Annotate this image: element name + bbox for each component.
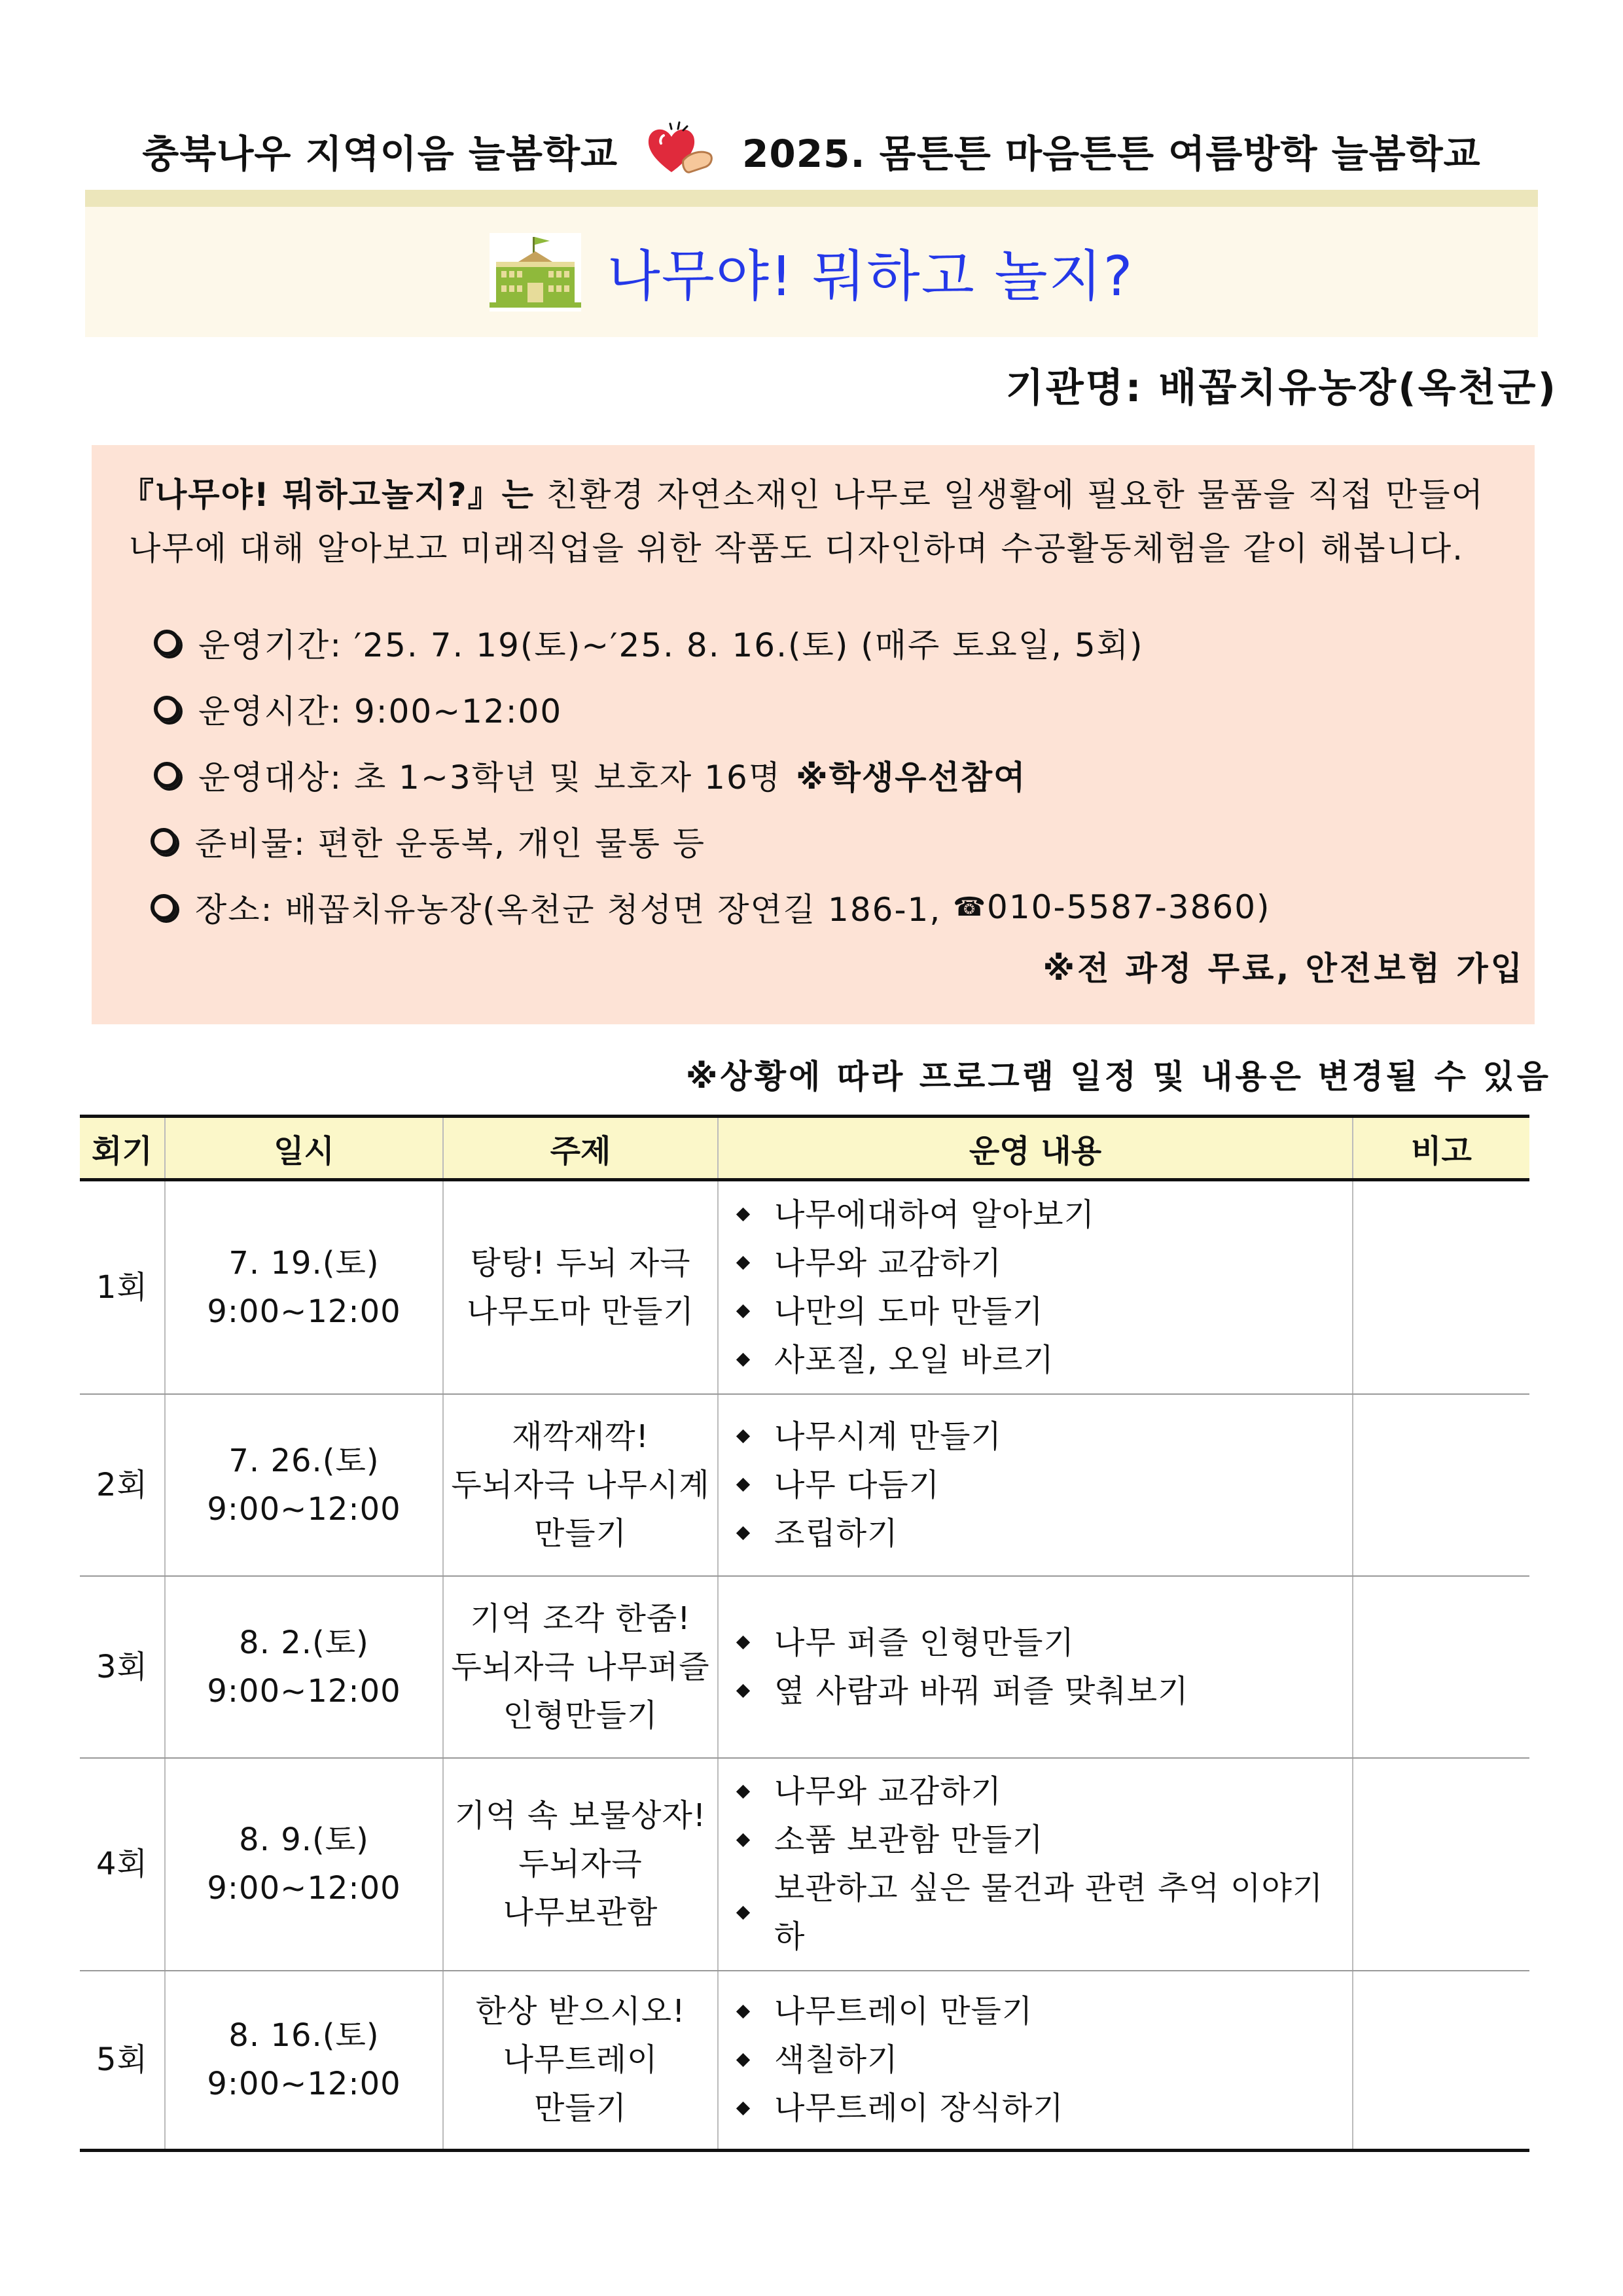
session-content: [718, 1180, 1353, 1394]
diamond-bullet-icon: [736, 1429, 750, 1443]
circle-bullet-icon: [151, 894, 177, 920]
content-text: 색칠하기: [774, 2041, 899, 2079]
heart-hand-icon: [644, 121, 716, 180]
header-session: 회기: [80, 1117, 165, 1180]
time-text: 9:00~12:00: [207, 1672, 401, 1710]
intro-text: [121, 468, 1508, 575]
content-item: [733, 1191, 1351, 1239]
session-content: [718, 1576, 1353, 1758]
topic-line: 만들기: [533, 2090, 628, 2127]
date-text: 8. 2.(토): [239, 1624, 369, 1661]
session-topic: [443, 1394, 718, 1576]
phone-icon: ☎: [953, 891, 988, 922]
diamond-bullet-icon: [736, 1905, 750, 1919]
content-item: [733, 1864, 1351, 1961]
header-topic: 주제: [443, 1117, 718, 1180]
session-topic: [443, 1758, 718, 1971]
time-text: 9:00~12:00: [207, 2066, 401, 2103]
content-text: 나만의 도마 만들기: [774, 1293, 1044, 1330]
change-note: ※상황에 따라 프로그램 일정 및 내용은 변경될 수 있음: [685, 1058, 1551, 1096]
content-item: [733, 1239, 1351, 1287]
free-note: ※전 과정 무료, 안전보험 가입: [1043, 950, 1525, 988]
phone-number: 010-5587-3860): [987, 888, 1271, 926]
topic-line: 탕탕! 두뇌 자극: [470, 1244, 691, 1282]
topic-line: 나무트레이: [503, 2041, 658, 2079]
content-text: 나무 퍼즐 인형만들기: [774, 1624, 1075, 1661]
diamond-bullet-icon: [736, 2102, 750, 2115]
page-header: [0, 115, 1623, 187]
time-text: 9:00~12:00: [207, 1870, 401, 1907]
session-number: 2회: [80, 1394, 165, 1576]
content-text: 조립하기: [774, 1515, 899, 1552]
session-date: [165, 1576, 443, 1758]
circle-bullet-icon: [151, 828, 177, 854]
content-item: [733, 1816, 1351, 1864]
detail-supplies: [121, 808, 1508, 874]
session-number: 1회: [80, 1180, 165, 1394]
session-number: 4회: [80, 1758, 165, 1971]
topic-line: 나무보관함: [503, 1894, 658, 1931]
session-date: [165, 1180, 443, 1394]
diamond-bullet-icon: [736, 1526, 750, 1540]
date-text: 8. 9.(토): [239, 1821, 369, 1858]
topic-line: 두뇌자극 나무시계: [451, 1466, 710, 1503]
intro-program-name: 『나무야! 뭐하고놀지?』는: [121, 476, 535, 514]
target-note: ※학생우선참여: [796, 758, 1027, 797]
detail-list: [121, 609, 1508, 940]
topic-line: 만들기: [533, 1515, 628, 1552]
diamond-bullet-icon: [736, 1478, 750, 1492]
date-text: 7. 26.(토): [228, 1442, 380, 1479]
session-content: [718, 1758, 1353, 1971]
session-topic: [443, 1576, 718, 1758]
session-note: [1353, 1971, 1529, 2151]
table-header-row: [80, 1117, 1529, 1180]
table-row: [80, 1971, 1529, 2151]
table-row: [80, 1394, 1529, 1576]
content-item: [733, 1461, 1351, 1509]
diamond-bullet-icon: [736, 1208, 750, 1221]
content-text: 나무와 교감하기: [774, 1244, 1002, 1282]
circle-bullet-icon: [154, 762, 180, 788]
place-text: 장소: 배꼽치유농장(옥천군 청성면 장연길 186-1,: [195, 890, 942, 929]
diamond-bullet-icon: [736, 1304, 750, 1318]
session-note: [1353, 1576, 1529, 1758]
table-row: [80, 1576, 1529, 1758]
diamond-bullet-icon: [736, 1636, 750, 1649]
diamond-bullet-icon: [736, 2005, 750, 2018]
content-item: [733, 1619, 1351, 1667]
session-content: [718, 1971, 1353, 2151]
session-number: 3회: [80, 1576, 165, 1758]
title-banner: [85, 190, 1538, 337]
organization-name: 기관명: 배꼽치유농장(옥천군): [1005, 365, 1558, 411]
content-text: 소품 보관함 만들기: [774, 1821, 1044, 1858]
content-text: 나무트레이 장식하기: [774, 2090, 1064, 2127]
header-right: 2025. 몸튼튼 마음튼튼 여름방학 늘봄학교: [742, 132, 1481, 176]
circle-bullet-icon: [154, 630, 180, 656]
diamond-bullet-icon: [736, 2053, 750, 2067]
diamond-bullet-icon: [736, 1256, 750, 1270]
header-left: 충북나우 지역이음 늘봄학교: [142, 132, 618, 176]
detail-time: [121, 675, 1508, 742]
topic-line: 나무도마 만들기: [467, 1293, 694, 1330]
date-text: 7. 19.(토): [228, 1244, 380, 1282]
page-title: 나무야! 뭐하고 놀지?: [607, 244, 1134, 308]
content-text: 사포질, 오일 바르기: [774, 1341, 1054, 1378]
content-item: [733, 1509, 1351, 1558]
topic-line: 인형만들기: [503, 1696, 658, 1734]
content-item: [733, 2084, 1351, 2132]
diamond-bullet-icon: [736, 1684, 750, 1698]
period-text: 운영기간: ′25. 7. 19(토)~′25. 8. 16.(토) (매주 토요일, 5회): [198, 626, 1144, 664]
table-row: [80, 1758, 1529, 1971]
topic-line: 두뇌자극 나무퍼즐: [451, 1648, 710, 1685]
content-text: 나무 다듬기: [774, 1466, 940, 1503]
content-text: 나무와 교감하기: [774, 1773, 1002, 1810]
content-item: [733, 1667, 1351, 1715]
detail-place: [121, 874, 1508, 940]
topic-line: 재깍재깍!: [512, 1418, 649, 1455]
school-building-icon: [490, 233, 581, 312]
time-text: 운영시간: 9:00~12:00: [198, 692, 563, 730]
content-text: 나무에대하여 알아보기: [774, 1196, 1095, 1233]
content-text: 옆 사람과 바꿔 퍼즐 맞춰보기: [774, 1672, 1189, 1710]
session-date: [165, 1971, 443, 2151]
content-item: [733, 1987, 1351, 2036]
session-note: [1353, 1758, 1529, 1971]
intro-line2: 나무에 대해 알아보고 미래직업을 위한 작품도 디자인하며 수공활동체험을 같이 해봅니다.: [129, 529, 1465, 567]
topic-line: 두뇌자극: [518, 1846, 643, 1882]
content-item: [733, 1767, 1351, 1816]
session-content: [718, 1394, 1353, 1576]
time-text: 9:00~12:00: [207, 1293, 401, 1330]
content-item: [733, 1336, 1351, 1384]
intro-line1: 친환경 자연소재인 나무로 일생활에 필요한 물품을 직접 만들어: [534, 476, 1484, 514]
diamond-bullet-icon: [736, 1833, 750, 1846]
content-text: 나무트레이 만들기: [774, 1993, 1033, 2030]
session-date: [165, 1394, 443, 1576]
content-item: [733, 1412, 1351, 1461]
diamond-bullet-icon: [736, 1353, 750, 1367]
session-topic: [443, 1971, 718, 2151]
circle-bullet-icon: [154, 696, 180, 722]
info-box: [92, 445, 1535, 1024]
session-date: [165, 1758, 443, 1971]
session-note: [1353, 1180, 1529, 1394]
date-text: 8. 16.(토): [228, 2017, 380, 2054]
header-note: 비고: [1353, 1117, 1529, 1180]
target-text: 운영대상: 초 1~3학년 및 보호자 16명: [198, 758, 782, 797]
topic-line: 한상 받으시오!: [475, 1993, 686, 2030]
content-text: 보관하고 싶은 물건과 관련 추억 이야기하: [774, 1870, 1324, 1955]
header-date: 일시: [165, 1117, 443, 1180]
schedule-table: [80, 1115, 1529, 2152]
table-row: [80, 1180, 1529, 1394]
content-item: [733, 2036, 1351, 2084]
topic-line: 기억 조각 한줌!: [470, 1600, 691, 1637]
content-item: [733, 1287, 1351, 1336]
session-note: [1353, 1394, 1529, 1576]
topic-line: 기억 속 보물상자!: [454, 1797, 707, 1834]
content-text: 나무시계 만들기: [774, 1418, 1002, 1455]
header-content: 운영 내용: [718, 1117, 1353, 1180]
time-text: 9:00~12:00: [207, 1490, 401, 1528]
supplies-text: 준비물: 편한 운동복, 개인 물통 등: [195, 824, 706, 863]
detail-period: [121, 609, 1508, 675]
session-topic: [443, 1180, 718, 1394]
session-number: 5회: [80, 1971, 165, 2151]
detail-target: [121, 742, 1508, 808]
diamond-bullet-icon: [736, 1784, 750, 1798]
